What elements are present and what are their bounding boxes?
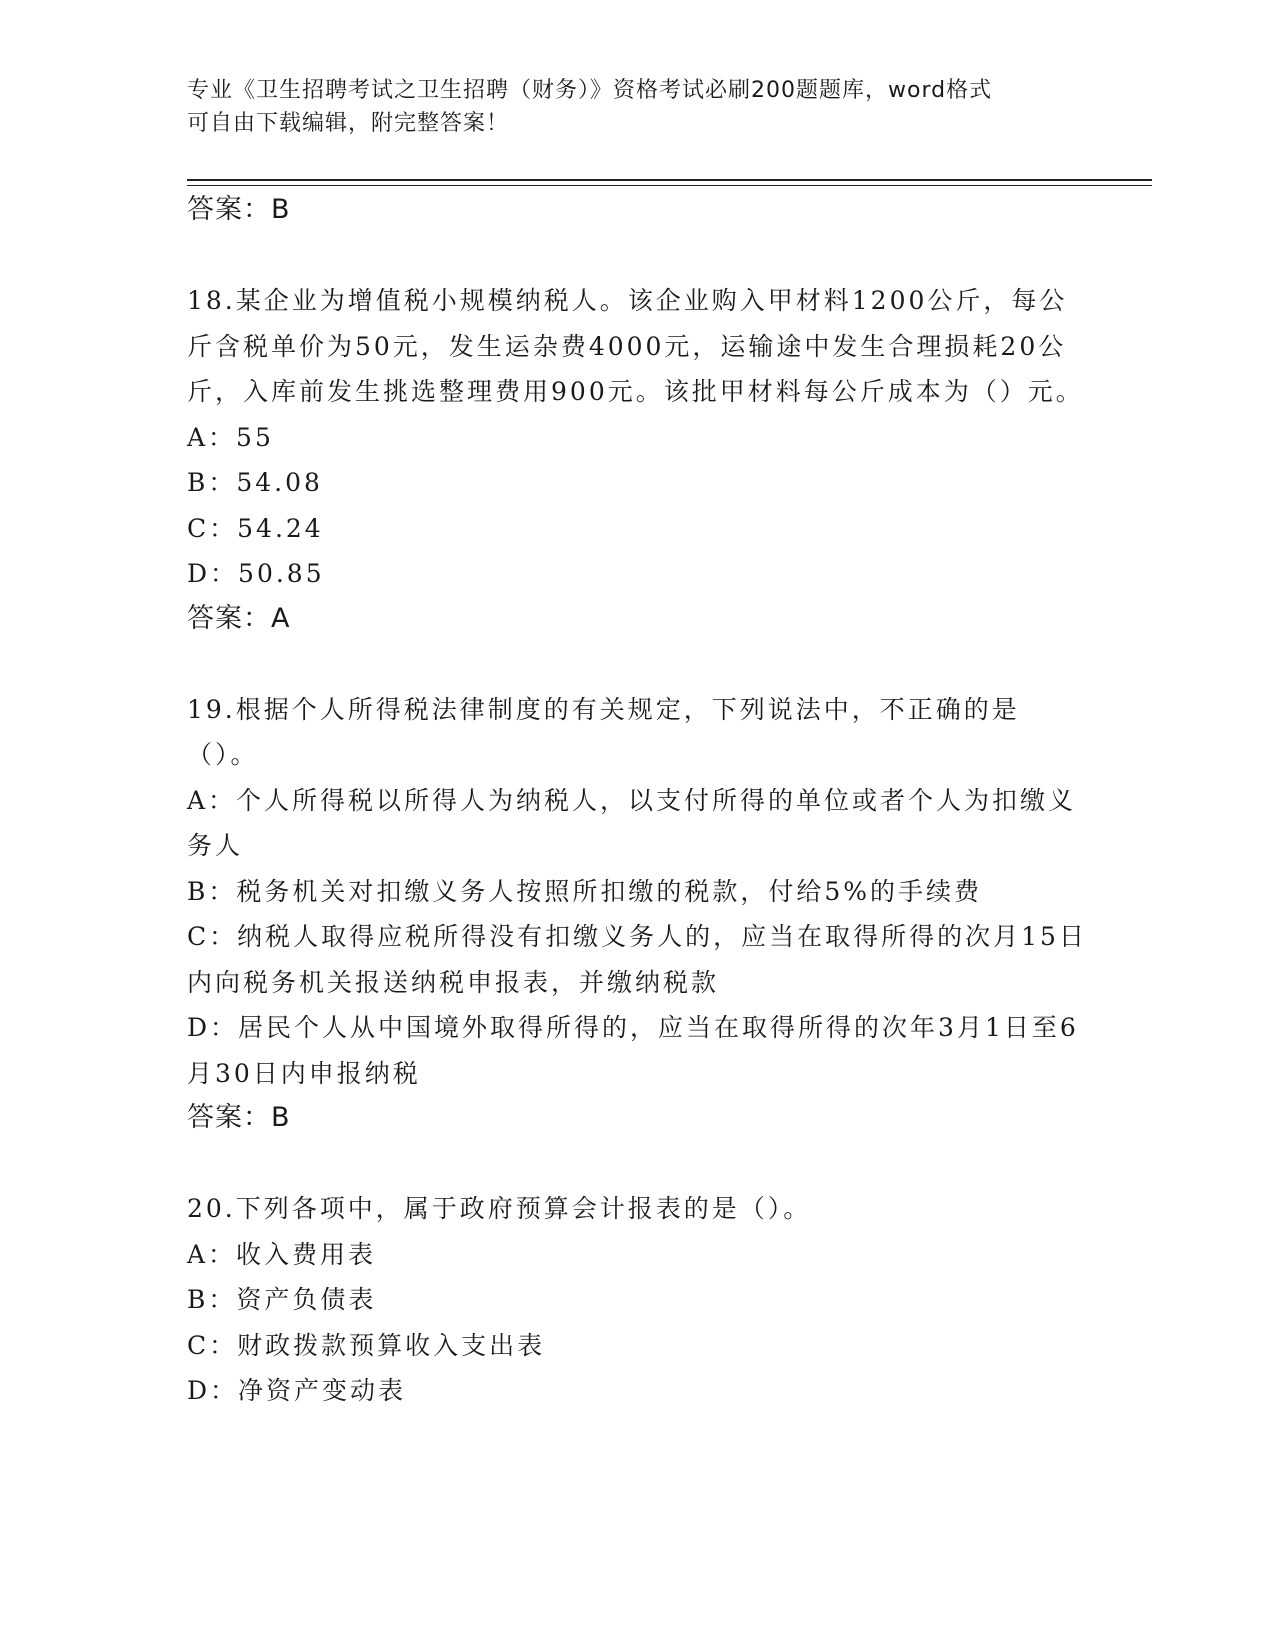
header-line-2: 可自由下载编辑，附完整答案！ [187, 111, 510, 136]
question-stem: 18.某企业为增值税小规模纳税人。该企业购入甲材料1200公斤，每公斤含税单价为50元，发生运杂费4000元，运输途中发生合理损耗20公斤，入库前发生挑选整理费用900元。该批甲材料每公斤成本为（）元。 [187, 286, 1084, 406]
option-a: A：个人所得税以所得人为纳税人，以支付所得的单位或者个人为扣缴义务人 [187, 785, 1077, 860]
option-d: D：净资产变动表 [187, 1376, 407, 1405]
header-line-1: 专业《卫生招聘考试之卫生招聘（财务）》资格考试必刷200题题库，word格式 [187, 78, 993, 103]
option-d: D：居民个人从中国境外取得所得的，应当在取得所得的次年3月1日至6月30日内申报纳税 [187, 1013, 1079, 1088]
option-b: B：资产负债表 [187, 1285, 377, 1314]
option-c: C：54.24 [187, 513, 324, 543]
answer: 答案：B [187, 1102, 291, 1133]
header-rule-thin [187, 185, 1152, 186]
question-stem: 20.下列各项中，属于政府预算会计报表的是（）。 [187, 1194, 812, 1223]
page-header [187, 74, 1087, 140]
question-20 [187, 1186, 1087, 1414]
previous-answer: 答案：B [187, 194, 291, 225]
option-c: C：纳税人取得应税所得没有扣缴义务人的，应当在取得所得的次月15日内向税务机关报送纳税申报表，并缴纳税款 [187, 922, 1087, 997]
question-18 [187, 278, 1087, 641]
header-rule-thick [187, 179, 1152, 181]
option-a: A：55 [187, 422, 274, 452]
option-b: B：税务机关对扣缴义务人按照所扣缴的税款，付给5%的手续费 [187, 876, 983, 906]
option-c: C：财政拨款预算收入支出表 [187, 1330, 546, 1360]
question-stem: 19.根据个人所得税法律制度的有关规定，下列说法中，不正确的是（）。 [187, 694, 1020, 769]
option-a: A：收入费用表 [187, 1239, 377, 1269]
answer: 答案：A [187, 602, 291, 634]
question-list [187, 188, 1087, 1414]
question-19 [187, 687, 1087, 1141]
option-d: D：50.85 [187, 559, 325, 588]
option-b: B：54.08 [187, 468, 323, 497]
